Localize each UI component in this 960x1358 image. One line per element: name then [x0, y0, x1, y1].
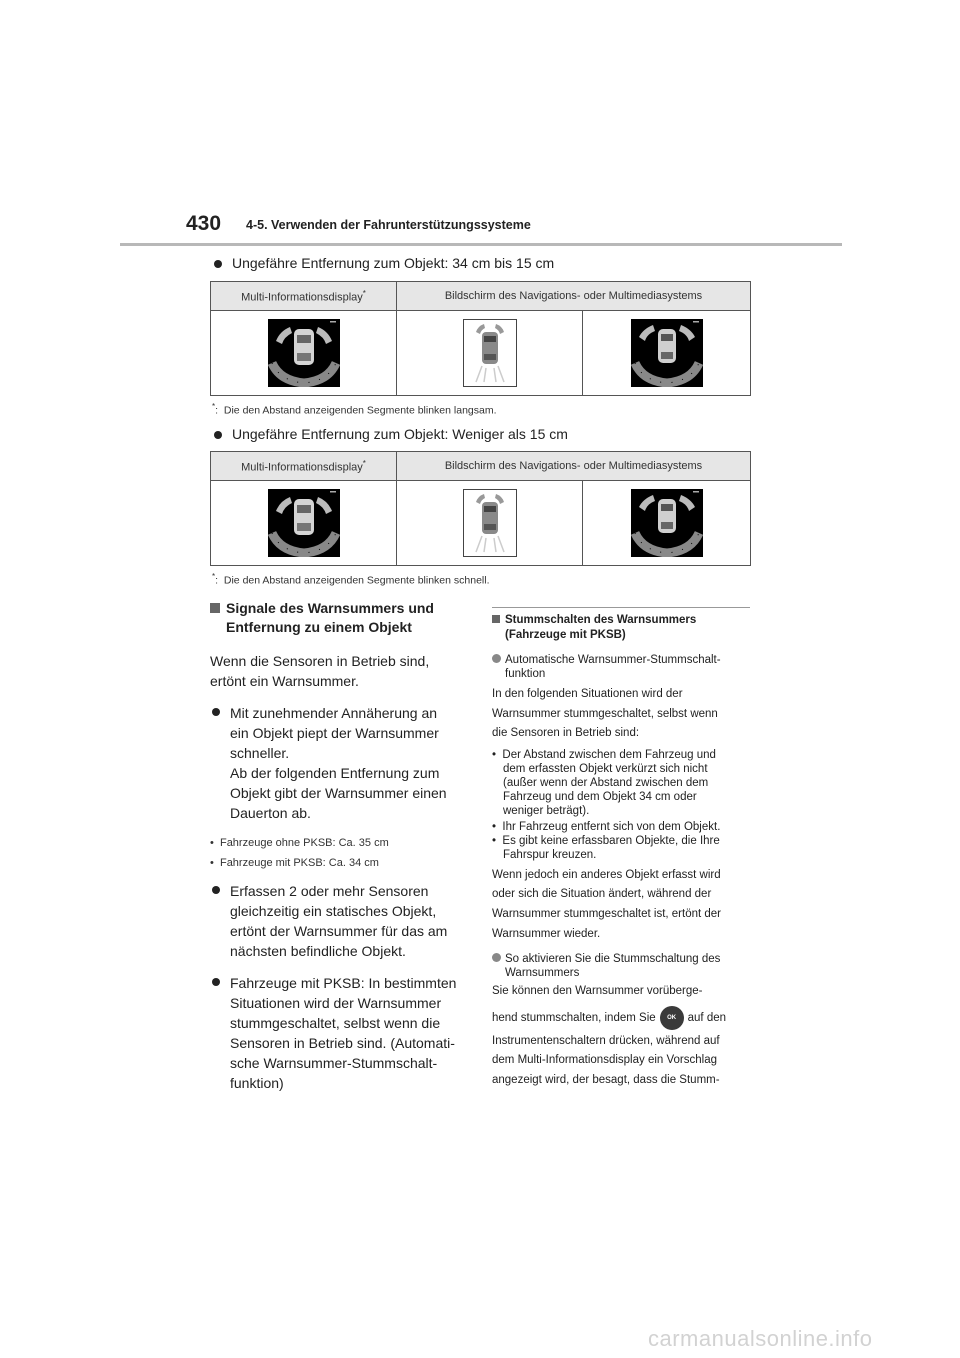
re-sound-para: Wenn jedoch ein anderes Objekt erfasst wird oder sich die Situation ändert, während der Warnsummer stummgeschaltet ist, ertönt der Warnsummer wieder. [492, 868, 722, 940]
section-title: 4-5. Verwenden der Fahrunterstützungssysteme [246, 218, 531, 232]
display-table-2 [210, 451, 751, 566]
warning-buzzer-section [210, 599, 472, 1093]
distance-sublist [210, 833, 472, 873]
activate-mute-subheading: So aktivieren Sie die Stummschaltung des Warnsummers [492, 952, 750, 980]
nav-display-cell-light [397, 481, 583, 566]
table-header-mid: Multi-Informationsdisplay* [211, 452, 397, 481]
list-item: • Es gibt keine erfassbaren Objekte, die Ihre Fahrspur kreuzen. [492, 834, 720, 861]
distance-bullet-2 [212, 426, 568, 442]
bullet-multiple-sensors: Erfassen 2 oder mehr Sensoren gleichzeitig ein statisches Objekt, ertönt der Warnsummer für das am nächsten befindliche Objekt. [210, 881, 472, 961]
bullet-dot-icon [214, 431, 222, 439]
auto-mute-list [492, 748, 750, 862]
table-header-nav: Bildschirm des Navigations- oder Multimediasystems [397, 282, 751, 311]
bullet-dot-icon [212, 708, 220, 716]
list-item: • Der Abstand zwischen dem Fahrzeug und dem erfassten Objekt verkürzt sich nicht (außer wenn der Abstand zwischen dem Fahrzeug und dem Objekt 34 cm oder weniger beträgt). [492, 748, 716, 817]
nav-display-image-dark [631, 319, 703, 387]
page-number: 430 [186, 212, 222, 235]
square-bullet-icon [492, 615, 500, 623]
mid-display-cell [211, 481, 397, 566]
nav-display-image-light [463, 319, 517, 387]
watermark: carmanualsonline.info [648, 1326, 873, 1351]
bullet-pksb: Fahrzeuge mit PKSB: In bestimmten Situationen wird der Warnsummer stummgeschaltet, selbst wenn die Sensoren in Betrieb sind. (Automati- sche Warnsummer-Stummschalt- funktion) [210, 973, 472, 1093]
right-column-rule [492, 607, 750, 608]
nav-display-cell-dark [583, 481, 751, 566]
section-heading: Signale des Warnsummers und Entfernung zu einem Objekt [210, 599, 472, 637]
activate-mute-para: Sie können den Warnsummer vorüberge- [492, 985, 703, 998]
distance-bullet-1 [212, 255, 554, 271]
bullet-dot-icon [212, 978, 220, 986]
nav-display-image-dark [631, 489, 703, 557]
footnote-2: *: Die den Abstand anzeigenden Segmente blinken schnell. [212, 572, 490, 587]
auto-mute-subheading: Automatische Warnsummer-Stummschalt- funktion [492, 653, 750, 681]
distance-bullet-2-text: Ungefähre Entfernung zum Objekt: Weniger als 15 cm [232, 426, 568, 442]
auto-mute-para: In den folgenden Situationen wird der Warnsummer stummgeschaltet, selbst wenn die Sensoren in Betrieb sind: [492, 688, 718, 740]
intro-text: Wenn die Sensoren in Betrieb sind, ertönt ein Warnsummer. [210, 653, 430, 689]
bullet-dot-icon [212, 886, 220, 894]
mute-buzzer-section [492, 613, 750, 1091]
table-header-mid: Multi-Informationsdisplay* [211, 282, 397, 311]
list-item: • Ihr Fahrzeug entfernt sich von dem Objekt. [492, 820, 721, 833]
circle-bullet-icon [492, 953, 501, 962]
nav-display-image-light [463, 489, 517, 557]
mid-display-cell [211, 311, 397, 396]
distance-bullet-1-text: Ungefähre Entfernung zum Objekt: 34 cm bis 15 cm [232, 255, 555, 271]
bullet-dot-icon [214, 260, 222, 268]
list-item: • Fahrzeuge mit PKSB: Ca. 34 cm [210, 857, 379, 869]
mid-display-image [268, 319, 340, 387]
mid-display-image [268, 489, 340, 557]
nav-display-cell-dark [583, 311, 751, 396]
bullet-approach: Mit zunehmender Annäherung an ein Objekt piept der Warnsummer schneller. Ab der folgenden Entfernung zum Objekt gibt der Warnsummer einen Dauerton ab. [210, 703, 472, 823]
mute-heading: Stummschalten des Warnsummers (Fahrzeuge mit PKSB) [492, 613, 750, 643]
nav-display-cell-light [397, 311, 583, 396]
footnote-1: *: Die den Abstand anzeigenden Segmente blinken langsam. [212, 402, 497, 417]
square-bullet-icon [210, 603, 220, 613]
header-rule [120, 243, 842, 246]
ok-button-icon: OK [660, 1006, 684, 1030]
activate-mute-para-rest: Instrumentenschaltern drücken, während auf dem Multi-Informationsdisplay ein Vorschlag angezeigt wird, der besagt, dass die Stumm- [492, 1034, 720, 1086]
display-table-1 [210, 281, 751, 396]
table-header-nav: Bildschirm des Navigations- oder Multimediasystems [397, 452, 751, 481]
activate-mute-para-ok: hend stummschalten, indem Sie OK auf den [492, 1004, 750, 1032]
list-item: • Fahrzeuge ohne PKSB: Ca. 35 cm [210, 837, 389, 849]
circle-bullet-icon [492, 654, 501, 663]
